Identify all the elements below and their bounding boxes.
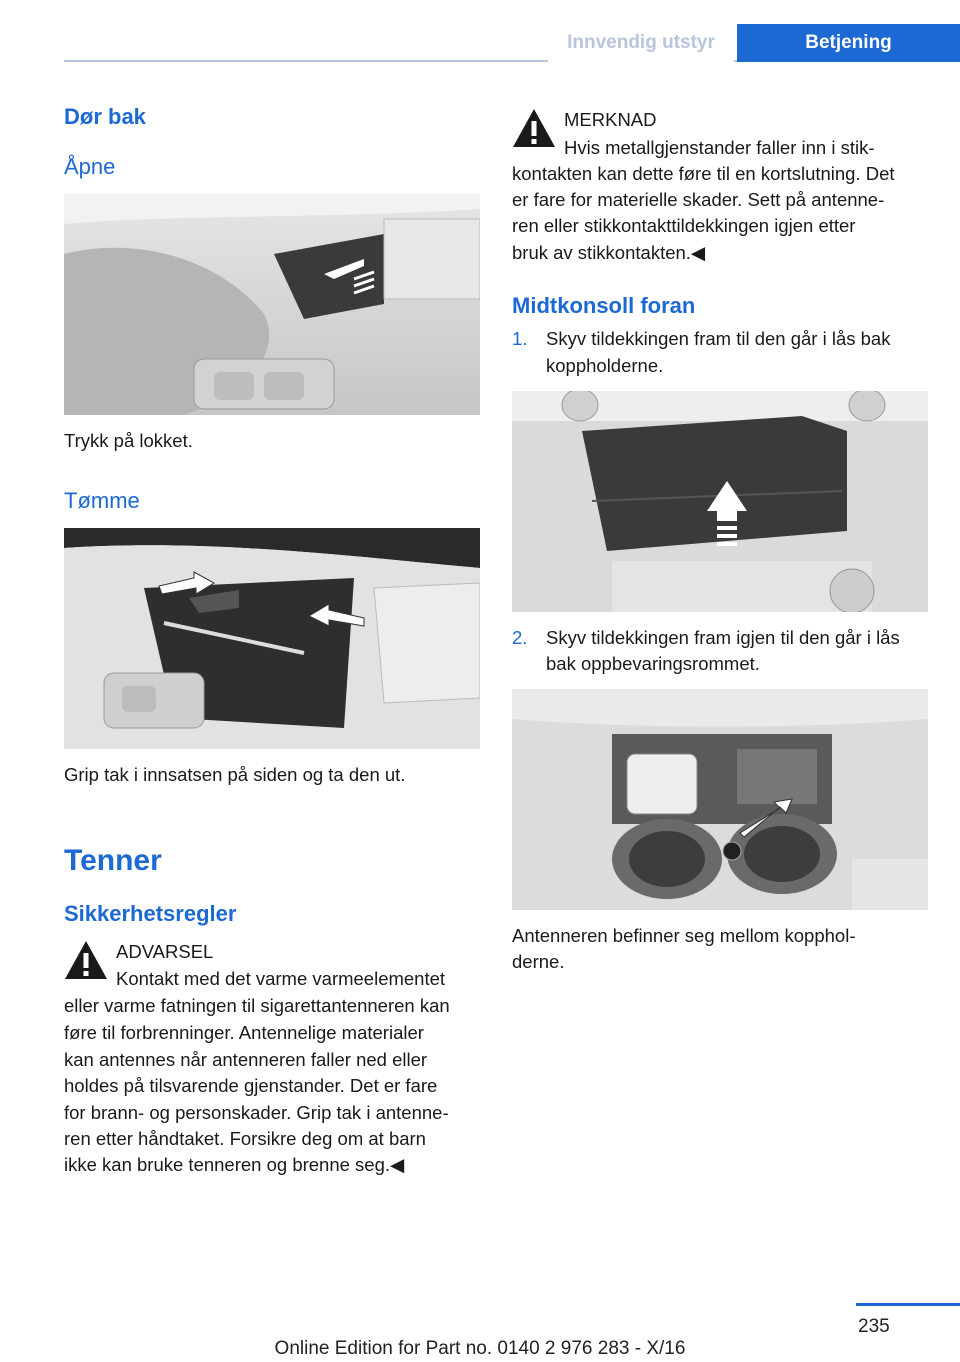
page-number: 235 xyxy=(858,1316,890,1337)
warning-label: ADVARSEL xyxy=(116,941,214,962)
warning-triangle-icon xyxy=(64,940,108,980)
notice-line-1: Hvis metallgjenstander faller inn i stik‐ xyxy=(564,137,875,158)
step-2-line-2: bak oppbevaringsrommet. xyxy=(546,653,760,674)
photo-door-ashtray-open xyxy=(64,194,480,415)
caption-empty: Grip tak i innsatsen på siden og ta den ut. xyxy=(64,764,406,785)
step-number-1: 1. xyxy=(512,328,528,349)
caption-open: Trykk på lokket. xyxy=(64,430,193,451)
warning-line-8: ikke kan bruke tenneren og brenne seg.◀ xyxy=(64,1154,405,1175)
caption-antenna-line-1: Antenneren befinner seg mellom kopphol‐ xyxy=(512,925,856,946)
photo-cupholder-lighter xyxy=(512,689,928,910)
warning-line-3: føre til forbrenninger. Antennelige materialer xyxy=(64,1022,424,1043)
notice-line-5: bruk av stikkontakten.◀ xyxy=(512,242,706,263)
photo-console-cover xyxy=(512,391,928,612)
warning-line-6: for brann- og personskader. Grip tak i antenne‐ xyxy=(64,1102,449,1123)
caption-antenna-line-2: derne. xyxy=(512,951,565,972)
subheading-empty: Tømme xyxy=(64,488,140,513)
warning-line-5: holdes på tilsvarende gjenstander. Det er fare xyxy=(64,1075,438,1096)
notice-line-4: ren eller stikkontakttildekkingen igjen etter xyxy=(512,215,856,236)
warning-line-7: ren etter håndtaket. Forsikre deg om at barn xyxy=(64,1128,426,1149)
step-1-line-2: koppholderne. xyxy=(546,355,664,376)
step-number-2: 2. xyxy=(512,627,528,648)
warning-line-2: eller varme fatningen til sigarettantenneren kan xyxy=(64,995,450,1016)
photo-ashtray-insert xyxy=(64,528,480,749)
notice-label: MERKNAD xyxy=(564,109,657,130)
notice-line-3: er fare for materielle skader. Sett på antenne‐ xyxy=(512,189,885,210)
heading-safety: Sikkerhetsregler xyxy=(64,901,237,926)
step-1-line-1: Skyv tildekkingen fram til den går i lås bak xyxy=(546,328,891,349)
section-title-lighter: Tenner xyxy=(64,844,162,877)
warning-line-1: Kontakt med det varme varmeelementet xyxy=(116,968,446,989)
heading-center-console: Midtkonsoll foran xyxy=(512,293,696,318)
notice-triangle-icon xyxy=(512,108,556,148)
subheading-open: Åpne xyxy=(64,154,116,179)
warning-line-4: kan antennes når antenneren faller ned eller xyxy=(64,1049,428,1070)
footer-rule xyxy=(856,1303,960,1306)
tab-section[interactable]: Innvendig utstyr xyxy=(548,24,734,62)
edition-footer: Online Edition for Part no. 0140 2 976 283 - X/16 xyxy=(274,1338,686,1359)
step-2-line-1: Skyv tildekkingen fram igjen til den går i lås xyxy=(546,627,900,648)
notice-line-2: kontakten kan dette føre til en kortslutning. Det xyxy=(512,163,895,184)
tab-chapter[interactable]: Betjening xyxy=(737,24,960,62)
heading-door-rear: Dør bak xyxy=(64,104,146,129)
